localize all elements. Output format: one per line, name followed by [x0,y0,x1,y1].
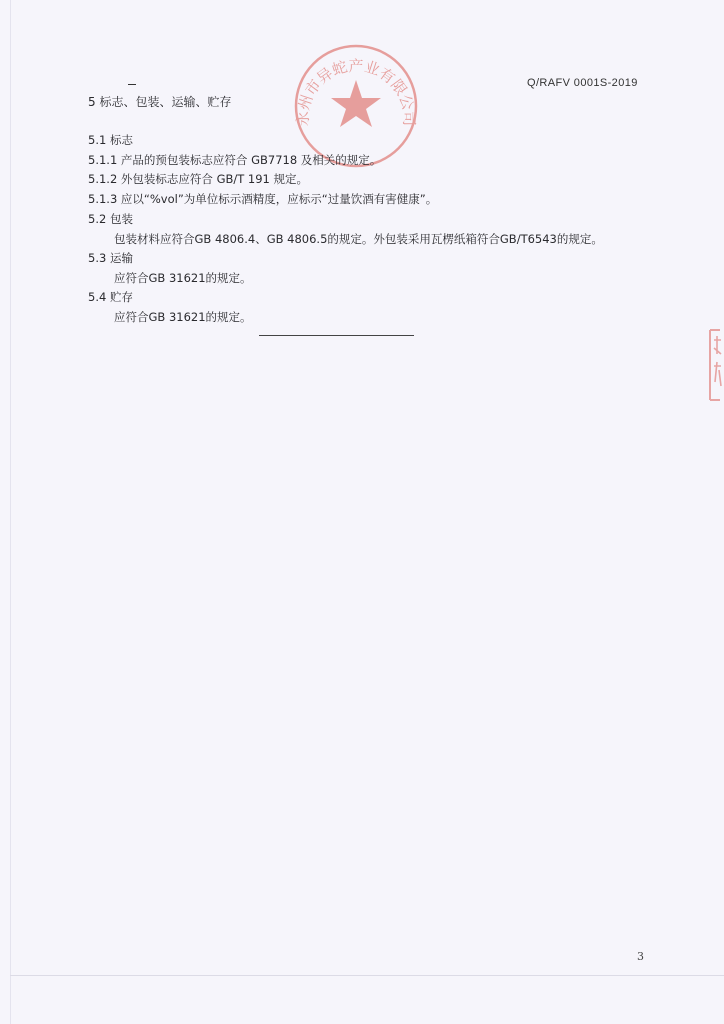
dash-mark [128,84,136,85]
document-code: Q/RAFV 0001S-2019 [527,77,638,89]
clause-5-1-2: 5.1.2 外包装标志应符合 GB/T 191 规定。 [88,172,309,186]
end-rule [259,335,414,336]
clause-5-1-3: 5.1.3 应以“%vol”为单位标示酒精度，应标示“过量饮酒有害健康”。 [88,192,438,206]
page-number: 3 [637,950,644,963]
section-heading: 5 标志、包装、运输、贮存 [88,95,232,109]
subsection-title-labeling: 5.1 标志 [88,133,133,147]
subsection-title-packaging: 5.2 包装 [88,212,133,226]
edge-stamp [704,326,724,404]
seal-text: 永州市异蛇产业有限公司 [293,56,419,127]
clause-5-1-1: 5.1.1 产品的预包装标志应符合 GB7718 及相关的规定。 [88,153,382,167]
packaging-text: 包装材料应符合GB 4806.4、GB 4806.5的规定。外包装采用瓦楞纸箱符合GB/T6543的规定。 [114,232,603,246]
seal-star-icon [331,80,381,127]
bottom-rule [10,975,724,976]
transport-text: 应符合GB 31621的规定。 [114,271,252,285]
subsection-title-transport: 5.3 运输 [88,251,133,265]
company-seal [292,42,420,170]
storage-text: 应符合GB 31621的规定。 [114,310,252,324]
scan-edge [10,0,11,1024]
subsection-title-storage: 5.4 贮存 [88,290,133,304]
